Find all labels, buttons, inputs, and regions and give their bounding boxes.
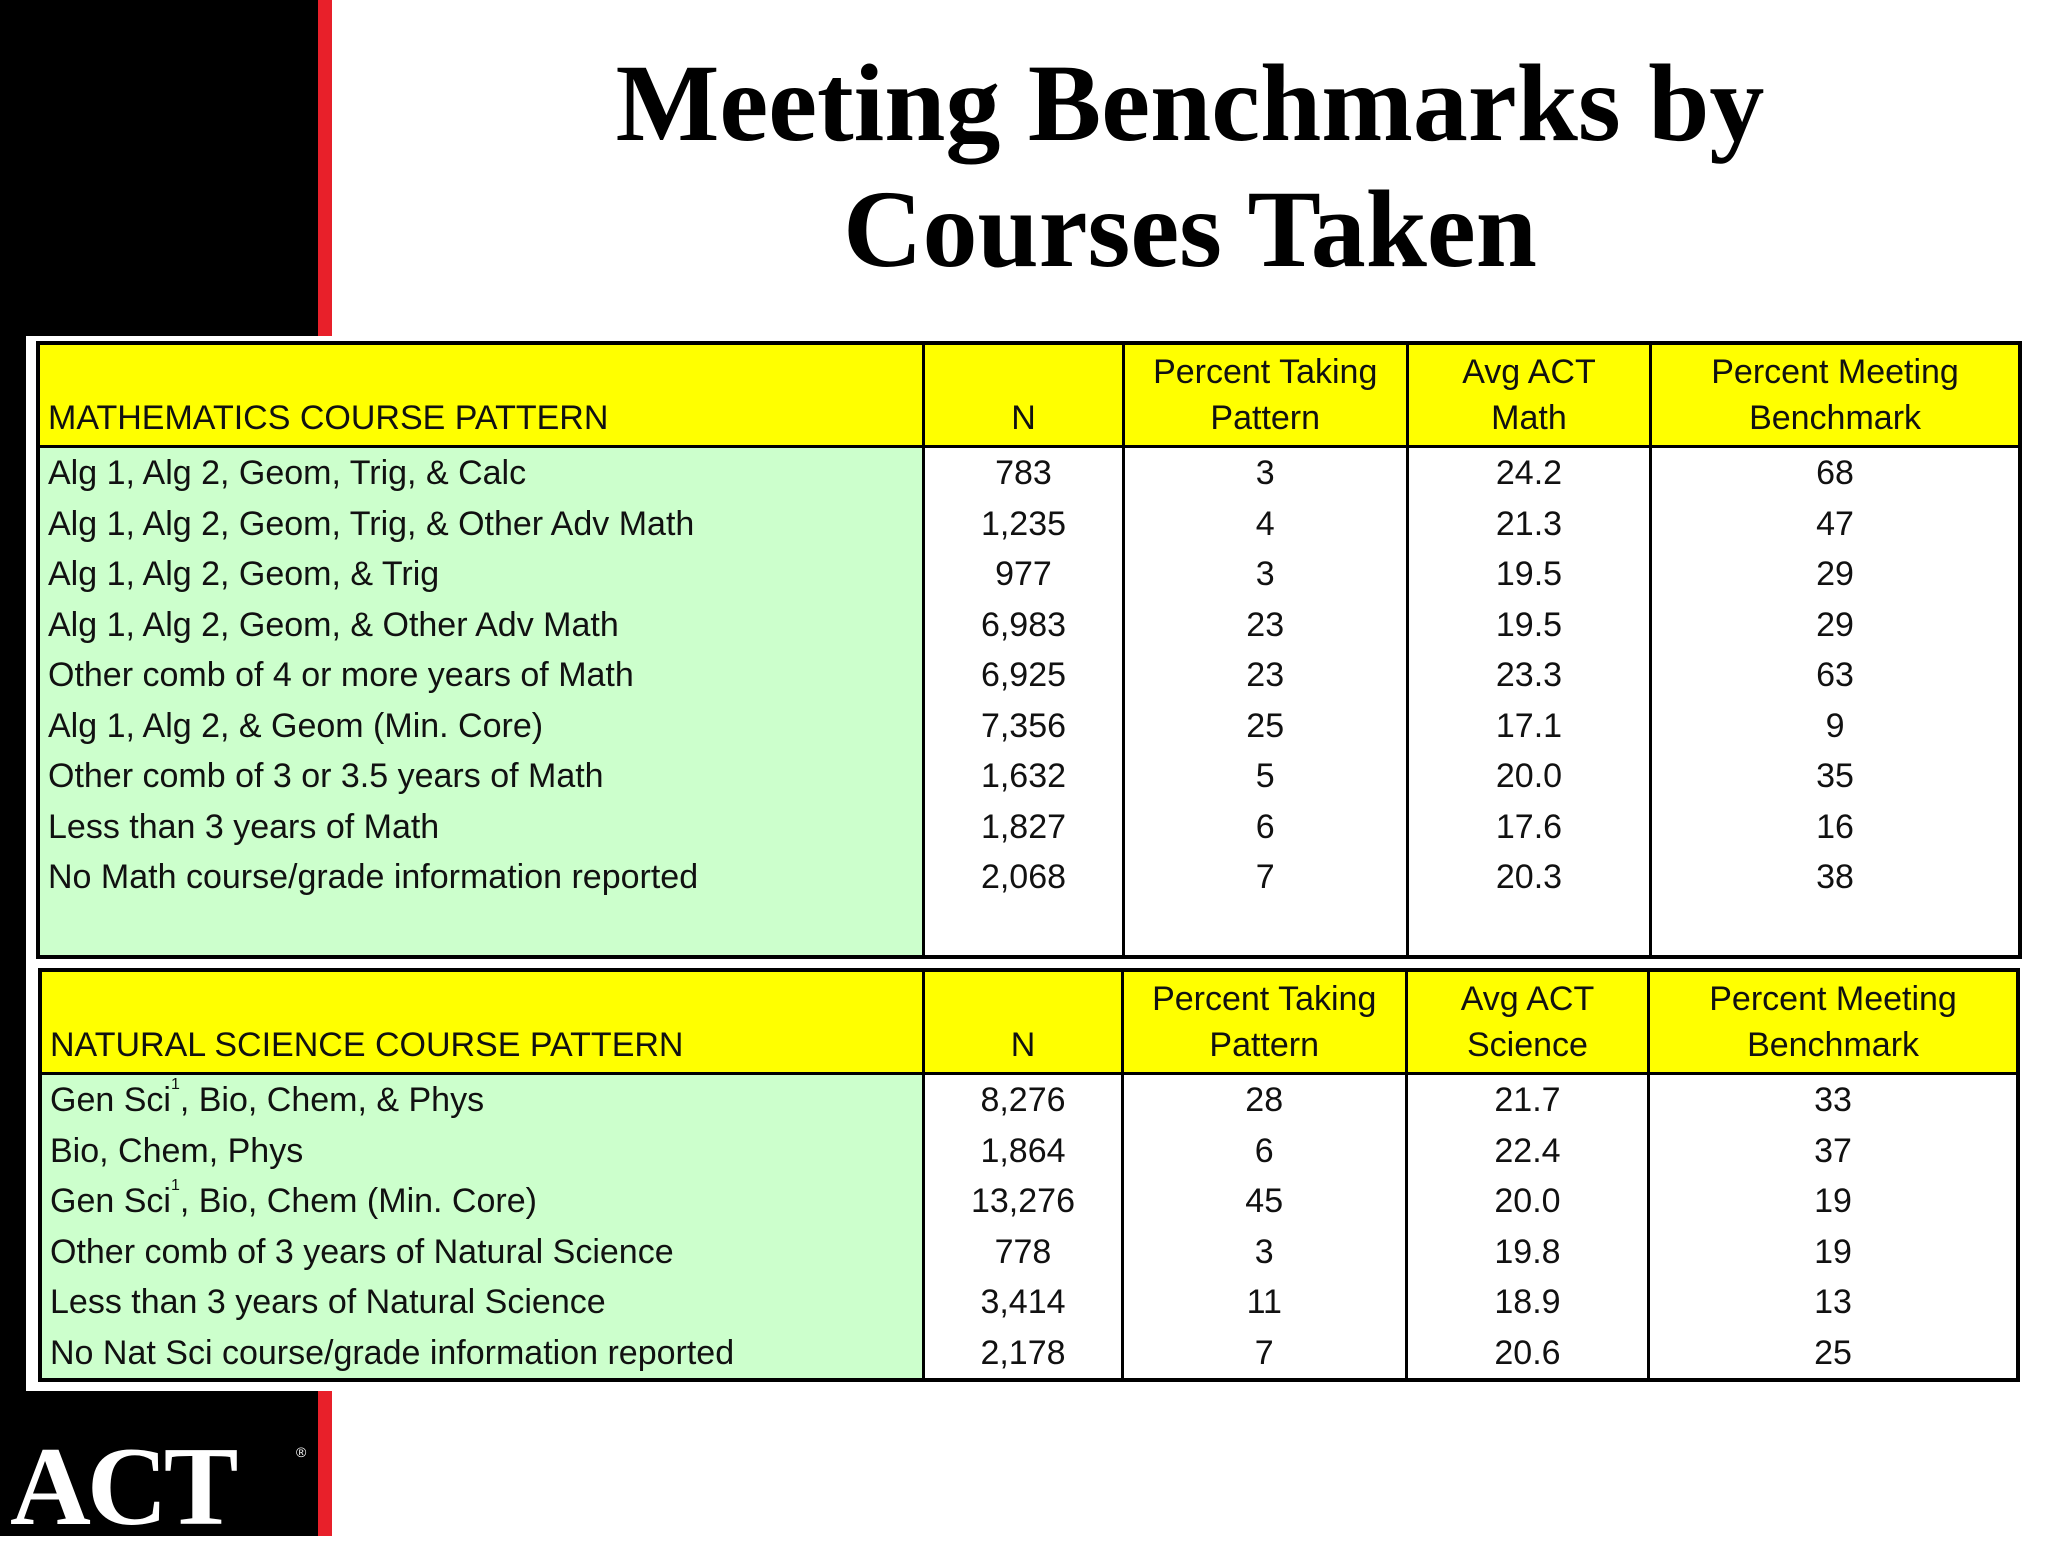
math-table-cell: 19.5: [1407, 600, 1650, 651]
math-table-cell: 3: [1123, 447, 1407, 499]
math-table-cell: Other comb of 3 or 3.5 years of Math: [38, 751, 924, 802]
math-table-cell: 17.1: [1407, 701, 1650, 752]
science-table-row: [40, 1328, 2018, 1381]
title-line-2: Courses Taken: [843, 168, 1537, 290]
math-table-cell: 9: [1651, 701, 2020, 752]
math-table-cell: Alg 1, Alg 2, Geom, & Trig: [38, 549, 924, 600]
science-table-cell: 25: [1649, 1328, 2018, 1381]
science-course-table: [38, 968, 2020, 1382]
science-table-cell: 37: [1649, 1126, 2018, 1177]
math-table-cell: Less than 3 years of Math: [38, 802, 924, 853]
science-table-cell: No Nat Sci course/grade information reported: [40, 1328, 924, 1381]
math-header-cell: [1651, 343, 2020, 447]
math-table-cell: 20.0: [1407, 751, 1650, 802]
science-table-cell: 20.6: [1406, 1328, 1648, 1381]
math-table-cell: [1123, 903, 1407, 957]
science-table-cell: Bio, Chem, Phys: [40, 1126, 924, 1177]
science-header-cell: [1122, 970, 1406, 1074]
math-header-line: Avg ACT: [1462, 353, 1596, 391]
math-table-cell: 29: [1651, 600, 2020, 651]
math-table-cell: 25: [1123, 701, 1407, 752]
science-table-cell: 20.0: [1406, 1176, 1648, 1227]
math-table-cell: 23: [1123, 650, 1407, 701]
science-table-header: [40, 970, 2018, 1074]
math-table-cell: 2,068: [924, 852, 1123, 903]
science-table-cell: Less than 3 years of Natural Science: [40, 1277, 924, 1328]
science-table-cell: Other comb of 3 years of Natural Science: [40, 1227, 924, 1278]
math-table-cell: 68: [1651, 447, 2020, 499]
science-table-row: [40, 1227, 2018, 1278]
science-table-cell: 11: [1122, 1277, 1406, 1328]
math-header-line: Percent Taking: [1153, 353, 1378, 391]
math-table-row: [38, 650, 2020, 701]
math-table-cell: [1407, 903, 1650, 957]
math-table-cell: 6,925: [924, 650, 1123, 701]
math-header-cell: [1123, 343, 1407, 447]
science-table-body: [40, 1074, 2018, 1381]
math-table-cell: 977: [924, 549, 1123, 600]
science-table-cell: 8,276: [924, 1074, 1122, 1126]
math-header-row: [38, 343, 2020, 447]
math-header-cell: [38, 343, 924, 447]
science-table-cell: 778: [924, 1227, 1122, 1278]
math-table-cell: 16: [1651, 802, 2020, 853]
science-table-cell: 28: [1122, 1074, 1406, 1126]
science-table-cell: 45: [1122, 1176, 1406, 1227]
math-table-cell: 4: [1123, 499, 1407, 550]
math-table-cell: 24.2: [1407, 447, 1650, 499]
math-table-cell: Alg 1, Alg 2, Geom, Trig, & Calc: [38, 447, 924, 499]
math-table-cell: 29: [1651, 549, 2020, 600]
math-table-row: [38, 600, 2020, 651]
math-table-cell: 1,632: [924, 751, 1123, 802]
math-header-cell: [1407, 343, 1650, 447]
science-table-cell: 21.7: [1406, 1074, 1648, 1126]
math-table-row: [38, 751, 2020, 802]
math-header-line: Pattern: [1210, 399, 1321, 437]
math-table-cell: 21.3: [1407, 499, 1650, 550]
math-table-cell: 5: [1123, 751, 1407, 802]
science-table-cell: 3,414: [924, 1277, 1122, 1328]
math-table-body: [38, 447, 2020, 957]
math-header-line: MATHEMATICS COURSE PATTERN: [48, 399, 609, 437]
science-header-cell: [1406, 970, 1648, 1074]
science-table-row: [40, 1074, 2018, 1126]
math-header-line: Percent Meeting: [1711, 353, 1959, 391]
math-table-cell: 19.5: [1407, 549, 1650, 600]
science-table-cell: 1,864: [924, 1126, 1122, 1177]
math-table-cell: 3: [1123, 549, 1407, 600]
math-table-cell: 35: [1651, 751, 2020, 802]
math-table-cell: Alg 1, Alg 2, & Geom (Min. Core): [38, 701, 924, 752]
math-table-cell: 7,356: [924, 701, 1123, 752]
math-course-table: [36, 341, 2022, 959]
science-header-line: N: [1010, 1026, 1036, 1064]
math-table-cell: 23.3: [1407, 650, 1650, 701]
science-header-line: Benchmark: [1747, 1026, 1920, 1064]
science-table-cell: 18.9: [1406, 1277, 1648, 1328]
science-header-line: Science: [1466, 1026, 1588, 1064]
science-header-cell: [40, 970, 924, 1074]
math-table-row: [38, 549, 2020, 600]
science-header-line: Percent Taking: [1152, 980, 1377, 1018]
science-table-cell: Gen Sci$^1$, Bio, Chem, & Phys: [40, 1074, 924, 1126]
math-table-cell: [38, 903, 924, 957]
math-table-cell: 6,983: [924, 600, 1123, 651]
science-header-line: Avg ACT: [1460, 980, 1595, 1018]
math-table-cell: Alg 1, Alg 2, Geom, & Other Adv Math: [38, 600, 924, 651]
science-header-line: Percent Meeting: [1709, 980, 1957, 1018]
math-table-cell: 1,235: [924, 499, 1123, 550]
math-table-row: [38, 852, 2020, 903]
tables-panel: [26, 336, 2038, 1391]
math-table-cell: [924, 903, 1123, 957]
math-table-cell: 7: [1123, 852, 1407, 903]
science-table-row: [40, 1176, 2018, 1227]
title-line-1: Meeting Benchmarks by: [615, 42, 1765, 164]
math-table-cell: 1,827: [924, 802, 1123, 853]
act-logo: ACT: [10, 1425, 235, 1549]
math-table-cell: 6: [1123, 802, 1407, 853]
science-table-cell: 3: [1122, 1227, 1406, 1278]
page-title: [540, 40, 1840, 292]
math-table-cell: 47: [1651, 499, 2020, 550]
science-table-cell: 7: [1122, 1328, 1406, 1381]
math-table-cell: 38: [1651, 852, 2020, 903]
math-table-cell: 20.3: [1407, 852, 1650, 903]
math-table-spacer-row: [38, 903, 2020, 957]
science-table-row: [40, 1277, 2018, 1328]
science-header-line: NATURAL SCIENCE COURSE PATTERN: [50, 1026, 684, 1064]
math-header-line: Benchmark: [1749, 399, 1922, 437]
math-table-row: [38, 499, 2020, 550]
math-table-cell: [1651, 903, 2020, 957]
science-table-cell: 19: [1649, 1227, 2018, 1278]
math-table-row: [38, 447, 2020, 499]
math-header-line: Math: [1491, 399, 1567, 437]
science-table-cell: 13: [1649, 1277, 2018, 1328]
math-table-row: [38, 701, 2020, 752]
science-table-cell: 13,276: [924, 1176, 1122, 1227]
science-table-cell: 2,178: [924, 1328, 1122, 1381]
math-table-cell: No Math course/grade information reported: [38, 852, 924, 903]
math-table-cell: Other comb of 4 or more years of Math: [38, 650, 924, 701]
science-table-cell: 6: [1122, 1126, 1406, 1177]
science-table-cell: 19.8: [1406, 1227, 1648, 1278]
math-header-line: N: [1011, 399, 1036, 437]
science-header-cell: [924, 970, 1122, 1074]
math-header-cell: [924, 343, 1123, 447]
math-table-header: [38, 343, 2020, 447]
science-table-cell: 19: [1649, 1176, 2018, 1227]
science-header-line: Pattern: [1209, 1026, 1320, 1064]
science-table-cell: 22.4: [1406, 1126, 1648, 1177]
math-table-cell: 63: [1651, 650, 2020, 701]
math-table-row: [38, 802, 2020, 853]
math-table-cell: 23: [1123, 600, 1407, 651]
registered-mark: ®: [296, 1444, 307, 1460]
science-table-cell: Gen Sci$^1$, Bio, Chem (Min. Core): [40, 1176, 924, 1227]
science-table-row: [40, 1126, 2018, 1177]
math-table-cell: 783: [924, 447, 1123, 499]
math-table-cell: Alg 1, Alg 2, Geom, Trig, & Other Adv Math: [38, 499, 924, 550]
science-table-cell: 33: [1649, 1074, 2018, 1126]
math-table-cell: 17.6: [1407, 802, 1650, 853]
science-header-cell: [1649, 970, 2018, 1074]
science-header-row: [40, 970, 2018, 1074]
